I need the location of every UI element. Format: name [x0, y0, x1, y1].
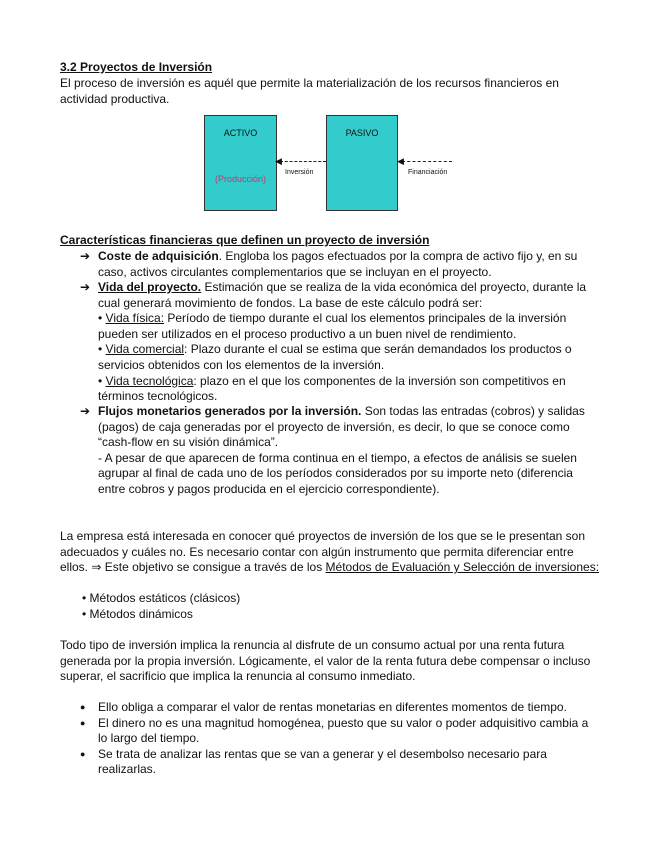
list-item: [80, 404, 595, 498]
item-term: Coste de adquisición: [98, 249, 219, 263]
sub-text: Período de tiempo durante el cual los elementos principales de la inversión pueden ser utilizados en el proceso productivo a un buen nivel de rendimiento.: [98, 311, 567, 341]
characteristics-heading: Características financieras que definen un proyecto de inversión: [60, 233, 430, 247]
financiacion-arrow: [402, 161, 452, 162]
section-title: 3.2 Proyectos de Inversión: [60, 60, 213, 74]
item-term: Flujos monetarios generados por la inversión.: [98, 404, 362, 418]
method-item: • Métodos estáticos (clásicos): [82, 591, 241, 605]
renuncia-paragraph: Todo tipo de inversión implica la renuncia al disfrute de un consumo actual por una renta futura generada por la propia inversión. Lógicamente, el valor de la renta futura debe compensar o incluso superar, el sacrificio que implica la renuncia al consumo inmediato.: [60, 638, 591, 684]
arrow-icon: ➔: [80, 249, 91, 263]
sub-text: : plazo en el que los componentes de la inversión son competitivos en términos tecnológicos.: [98, 373, 566, 404]
evaluation-paragraph: La empresa está interesada en conocer qué proyectos de inversión de los que se le presentan son adecuados y cuáles no. Es necesario contar con algún instrumento que permita diferenciar entre ellos. ⇒ Este objetivo se consigue a través de los Métodos de Evaluación y Selección de inversiones:: [60, 529, 600, 575]
inversion-label: Inversión: [285, 169, 314, 176]
produccion-label: (Producción): [214, 173, 267, 184]
bullet-list: [60, 700, 600, 778]
list-item: ➔ Vida del proyecto. Estimación que se realiza de la vida económica del proyecto, durante la cual generará movimiento de fondos. La base de este cálculo podrá ser: • Vida física: Período de tiempo durante el cual los elementos principales de la inversión pueden ser utilizados en el proceso productivo a un buen nivel de rendimiento. • Vida comercial: Plazo durante el cual se estima que serán demandados los productos o servicios obtenidos con los elementos de la inversión. • Vida tecnológica: plazo en el que los componentes de la inversión son competitivos en términos tecnológicos.: [80, 280, 587, 404]
sub-label: Vida tecnológica: [105, 373, 194, 388]
method-item: • Métodos dinámicos: [82, 606, 193, 621]
financiacion-label: Financiación: [408, 169, 448, 176]
pasivo-box: [326, 115, 398, 211]
bullet-item: ● Ello obliga a comparar el valor de rentas monetarias en diferentes momentos de tiempo.: [60, 700, 600, 716]
inversion-arrow: [280, 161, 326, 162]
intro-paragraph: El proceso de inversión es aquél que permite la materialización de los recursos financieros en actividad productiva.: [60, 76, 559, 106]
sub-label: Vida comercial: [105, 342, 185, 357]
item-term: Vida del proyecto.: [98, 280, 202, 294]
methods-link: Métodos de Evaluación y Selección de inversiones:: [325, 560, 600, 575]
arrow-icon: ➔: [80, 404, 91, 418]
sub-text: : Plazo durante el cual se estima que serán demandados los productos o servicios obtenidos con los elementos de la inversión.: [98, 342, 572, 372]
list-item: [80, 249, 595, 280]
pasivo-label: PASIVO: [345, 128, 379, 138]
arrowhead-icon: ◀: [275, 156, 282, 166]
activo-label: ACTIVO: [223, 128, 258, 138]
item-extra: - A pesar de que aparecen de forma continua en el tiempo, a efectos de análisis se suelen agrupar al final de cada uno de los períodos considerados por su importe neto (diferencia entre cobros y pagos producida en el ejercicio correspondiente).: [98, 450, 577, 496]
sub-label: Vida física:: [105, 311, 165, 326]
activo-box: [204, 115, 277, 211]
arrowhead-icon: ◀: [397, 156, 404, 166]
bullet-item: ● Se trata de analizar las rentas que se van a generar y el desembolso necesario para realizarlas.: [60, 747, 600, 778]
bullet-item: ● El dinero no es una magnitud homogénea, puesto que su valor o poder adquisitivo cambia a lo largo del tiempo.: [60, 716, 600, 747]
item-text: Son todas las entradas (cobros) y salidas (pagos) de caja generadas por el proyecto de inversión, es decir, lo que se conoce como “cash-flow en su visión dinámica”.: [98, 404, 585, 450]
methods-list: [82, 591, 240, 622]
item-text: . Engloba los pagos efectuados por la compra de activo fijo y, en su caso, activos circulantes complementarios que se incluyan en el proyecto.: [98, 249, 578, 279]
arrow-icon: ➔: [80, 280, 91, 294]
item-text: Estimación que se realiza de la vida económica del proyecto, durante la cual generará movimiento de fondos. La base de este cálculo podrá ser:: [98, 280, 587, 310]
